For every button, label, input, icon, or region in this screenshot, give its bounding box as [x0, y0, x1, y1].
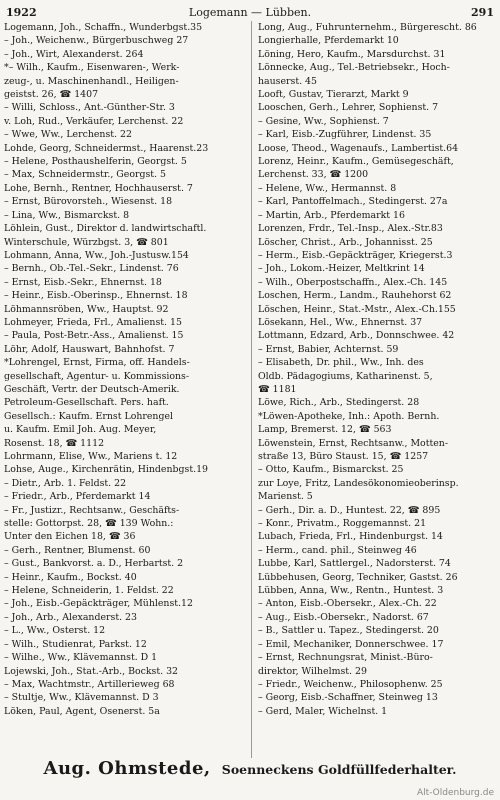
directory-entry-line: – Paula, Post-Betr.-Ass., Amalienst. 15: [4, 330, 184, 342]
directory-entry-line: Lohmann, Anna, Ww., Joh.-Justusw.154: [4, 249, 189, 261]
directory-entry-line: – Dietr., Arb. 1. Feldst. 22: [4, 477, 127, 489]
directory-entry-line: – Lina, Ww., Bismarckst. 8: [4, 209, 130, 221]
directory-entry-line: – Ernst, Eisb.-Sekr., Ehnernst. 18: [4, 276, 162, 288]
directory-entry-line: Lamp, Bremerst. 12, ☎ 563: [258, 424, 392, 436]
directory-entry-line: – Joh., Wirt, Alexanderst. 264: [4, 48, 144, 60]
directory-entry-line: stelle: Gottorpst. 28, ☎ 139 Wohn.:: [4, 518, 174, 530]
directory-entry-line: – B., Sattler u. Tapez., Stedingerst. 20: [258, 625, 439, 637]
directory-entry-line: – Joh., Lokom.-Heizer, Meltkrint 14: [258, 263, 425, 275]
directory-entry-line: – Joh., Arb., Alexanderst. 23: [4, 611, 137, 623]
ad-slogan: Soenneckens Goldfüllfederhalter.: [221, 762, 457, 777]
page-number: 291: [471, 6, 494, 19]
directory-entry-line: Lerchenst. 33, ☎ 1200: [258, 169, 369, 181]
directory-entry-line: Lübbehusen, Georg, Techniker, Gastst. 26: [258, 571, 458, 583]
directory-entry-line: – Stultje, Ww., Klävemannst. D 3: [4, 692, 159, 704]
directory-entry-line: Lohrmann, Elise, Ww., Mariens t. 12: [4, 451, 178, 462]
directory-entry-line: – Gerh., Dir. a. D., Huntest. 22, ☎ 895: [258, 504, 441, 516]
directory-entry-line: – Ernst, Bürovorsteh., Wiesenst. 18: [4, 196, 173, 208]
directory-entry-line: – Wwe, Ww., Lerchenst. 22: [4, 129, 132, 141]
directory-entry-line: *– Wilh., Kaufm., Eisenwaren-, Werk-: [4, 62, 180, 74]
directory-entry-line: – Ernst, Rechnungsrat, Minist.-Büro-: [258, 652, 433, 664]
directory-entry-line: – Friedr., Arb., Pferdemarkt 14: [4, 491, 151, 503]
directory-entry-line: Löken, Paul, Agent, Osenerst. 5a: [4, 705, 160, 717]
directory-entry-line: – Gerd, Maler, Wichelnst. 1: [258, 705, 388, 717]
directory-entry-line: hauserst. 45: [258, 75, 317, 87]
directory-entry-line: Longierhalle, Pferdemarkt 10: [258, 35, 399, 47]
directory-entry-line: – Wilhe., Ww., Klävemannst. D 1: [4, 652, 158, 664]
directory-entry-line: Geschäft, Vertr. der Deutsch-Amerik.: [4, 383, 180, 395]
directory-entry-line: Löwenstein, Ernst, Rechtsanw., Motten-: [258, 437, 448, 449]
directory-entry-line: – Max, Schneidermstr., Georgst. 5: [4, 169, 166, 181]
directory-entry-line: – Joh., Weichenw., Bürgerbuschweg 27: [4, 35, 189, 47]
directory-entry-line: Löschen, Heinr., Stat.-Mstr., Alex.-Ch.155: [258, 303, 456, 315]
directory-entry-line: – Elisabeth, Dr. phil., Ww., Inh. des: [258, 357, 424, 369]
directory-entry-line: – Aug., Eisb.-Obersekr., Nadorst. 67: [258, 611, 429, 623]
directory-entry-line: Lubach, Frieda, Frl., Hindenburgst. 14: [258, 531, 443, 543]
directory-entry-line: Löning, Hero, Kaufm., Marsdurchst. 31: [258, 48, 446, 60]
directory-entry-line: Lojewski, Joh., Stat.-Arb., Bockst. 32: [4, 665, 179, 677]
directory-entry-line: – Herm., cand. phil., Steinweg 46: [258, 544, 417, 556]
directory-entry-line: Logemann, Joh., Schaffn., Wunderbgst.35: [4, 22, 203, 33]
directory-entry-line: Lorenzen, Frdr., Tel.-Insp., Alex.-Str.83: [258, 223, 443, 235]
directory-entry-line: Lohmeyer, Frieda, Frl., Amalienst. 15: [4, 316, 182, 328]
directory-entry-line: Rosenst. 18, ☎ 1112: [4, 437, 105, 449]
directory-entry-line: Gesellsch.: Kaufm. Ernst Lohrengel: [4, 410, 174, 422]
directory-entry-line: – Ernst, Babier, Achternst. 59: [258, 343, 399, 355]
directory-entry-line: – Max, Wachtmstr., Artillerieweg 68: [4, 678, 175, 690]
directory-entry-line: zur Loye, Fritz, Landesökonomieoberinsp.: [258, 477, 459, 489]
directory-entry-line: Lübben, Anna, Ww., Rentn., Huntest. 3: [258, 585, 444, 597]
directory-entry-line: gesellschaft, Agentur- u. Kommissions-: [4, 370, 190, 382]
directory-entry-line: *Lohrengel, Ernst, Firma, off. Handels-: [4, 357, 190, 369]
directory-entry-line: – Helene, Posthaushelferin, Georgst. 5: [4, 156, 187, 168]
directory-entry-line: Lönnecke, Aug., Tel.-Betriebsekr., Hoch-: [258, 62, 450, 74]
directory-entry-line: Löhmannsröben, Ww., Hauptst. 92: [4, 303, 169, 315]
directory-entry-line: Loschen, Herm., Landm., Rauhehorst 62: [258, 290, 452, 302]
directory-entry-line: – Karl, Pantoffelmach., Stedingerst. 27a: [258, 196, 448, 208]
advertisement-footer: [0, 758, 500, 786]
directory-entry-line: Looschen, Gerh., Lehrer, Sophienst. 7: [258, 102, 439, 114]
directory-entry-line: – L., Ww., Osterst. 12: [4, 625, 106, 637]
directory-entry-line: Lorenz, Heinr., Kaufm., Gemüsegeschäft,: [258, 156, 454, 168]
directory-entry-line: Lohe, Bernh., Rentner, Hochhauserst. 7: [4, 182, 193, 194]
directory-entry-line: Lubbe, Karl, Sattlergel., Nadorsterst. 74: [258, 558, 451, 570]
directory-entry-line: u. Kaufm. Emil Joh. Aug. Meyer,: [4, 424, 157, 436]
directory-entry-line: *Löwen-Apotheke, Inh.: Apoth. Bernh.: [258, 410, 440, 422]
directory-entry-line: – Gust., Bankvorst. a. D., Herbartst. 2: [4, 558, 184, 570]
directory-entry-line: Oldb. Pädagogiums, Katharinenst. 5,: [258, 370, 433, 382]
directory-entry-line: Löhr, Adolf, Hauswart, Bahnhofst. 7: [4, 343, 175, 355]
directory-entry-line: Löwe, Rich., Arb., Stedingerst. 28: [258, 397, 420, 409]
watermark: Alt-Oldenburg.de: [416, 788, 494, 798]
directory-entry-line: ☎ 1181: [258, 383, 297, 395]
directory-entry-line: – Herm., Eisb.-Gepäckträger, Kriegerst.3: [258, 249, 453, 261]
left-column: [4, 21, 244, 758]
directory-entry-line: Lösekann, Hel., Ww., Ehnernst. 37: [258, 316, 423, 328]
directory-entry-line: Löhlein, Gust., Direktor d. landwirtschaftl.: [4, 223, 207, 235]
directory-entry-line: Lohde, Georg, Schneidermst., Haarenst.23: [4, 142, 209, 154]
directory-entry-line: Löscher, Christ., Arb., Johannisst. 25: [258, 236, 433, 248]
directory-entry-line: – Wilh., Studienrat, Parkst. 12: [4, 638, 147, 650]
directory-entry-line: – Gerh., Rentner, Blumenst. 60: [4, 544, 151, 556]
directory-entry-line: – Bernh., Ob.-Tel.-Sekr., Lindenst. 76: [4, 263, 179, 275]
column-divider: [251, 21, 252, 758]
directory-entry-line: – Helene, Schneiderin, 1. Feldst. 22: [4, 585, 174, 597]
right-column: [258, 21, 498, 758]
directory-entry-line: – Heinr., Eisb.-Oberinsp., Ehnernst. 18: [4, 290, 188, 302]
directory-entry-line: zeug-, u. Maschinenhandl., Heiligen-: [4, 75, 179, 87]
directory-entry-line: straße 13, Büro Staust. 15, ☎ 1257: [258, 451, 429, 462]
page-header: [6, 6, 494, 20]
directory-entry-line: Winterschule, Würzbgst. 3, ☎ 801: [4, 236, 169, 248]
directory-entry-line: v. Loh, Rud., Verkäufer, Lerchenst. 22: [4, 115, 184, 127]
directory-entry-line: – Wilh., Oberpostschaffn., Alex.-Ch. 145: [258, 276, 448, 288]
directory-entry-line: Long, Aug., Fuhrunternehm., Bürgerescht. 86: [258, 22, 477, 33]
directory-entry-line: Looft, Gustav, Tierarzt, Markt 9: [258, 89, 409, 101]
directory-entry-line: – Otto, Kaufm., Bismarckst. 25: [258, 464, 404, 476]
page-running-title: Logemann — Lübben.: [188, 6, 312, 19]
directory-entry-line: geistst. 26, ☎ 1407: [4, 89, 99, 101]
directory-entry-line: Lohse, Auge., Kirchenrätin, Hindenbgst.19: [4, 464, 209, 476]
directory-entry-line: – Joh., Eisb.-Gepäckträger, Mühlenst.12: [4, 598, 193, 610]
directory-entry-line: – Fr., Justizr., Rechtsanw., Geschäfts-: [4, 504, 180, 516]
directory-entry-line: – Heinr., Kaufm., Bockst. 40: [4, 571, 137, 583]
directory-entry-line: – Martin, Arb., Pferdemarkt 16: [258, 209, 405, 221]
directory-entry-line: – Georg, Eisb.-Schaffner, Steinweg 13: [258, 692, 438, 704]
directory-entry-line: – Gesine, Ww., Sophienst. 7: [258, 115, 389, 127]
directory-entry-line: Lottmann, Edzard, Arb., Donnschwee. 42: [258, 330, 455, 342]
page-year: 1922: [6, 6, 37, 19]
directory-entry-line: – Konr., Privatm., Roggemannst. 21: [258, 518, 427, 530]
directory-entry-line: Unter den Eichen 18, ☎ 36: [4, 531, 136, 543]
directory-entry-line: Petroleum-Gesellschaft. Pers. haft.: [4, 397, 169, 409]
directory-entry-line: – Willi, Schloss., Ant.-Günther-Str. 3: [4, 102, 175, 114]
ad-brand: Aug. Ohmstede,: [43, 758, 211, 779]
directory-entry-line: Loose, Theod., Wagenaufs., Lambertist.64: [258, 142, 459, 154]
directory-entry-line: – Friedr., Weichenw., Philosophenw. 25: [258, 678, 443, 690]
directory-entry-line: – Emil, Mechaniker, Donnerschwee. 17: [258, 638, 444, 650]
directory-entry-line: direktor, Wilhelmst. 29: [258, 665, 367, 677]
directory-entry-line: – Helene, Ww., Hermannst. 8: [258, 182, 397, 194]
directory-entry-line: – Karl, Eisb.-Zugführer, Lindenst. 35: [258, 129, 432, 141]
directory-entry-line: Marienst. 5: [258, 491, 313, 503]
directory-entry-line: – Anton, Eisb.-Obersekr., Alex.-Ch. 22: [258, 598, 437, 610]
